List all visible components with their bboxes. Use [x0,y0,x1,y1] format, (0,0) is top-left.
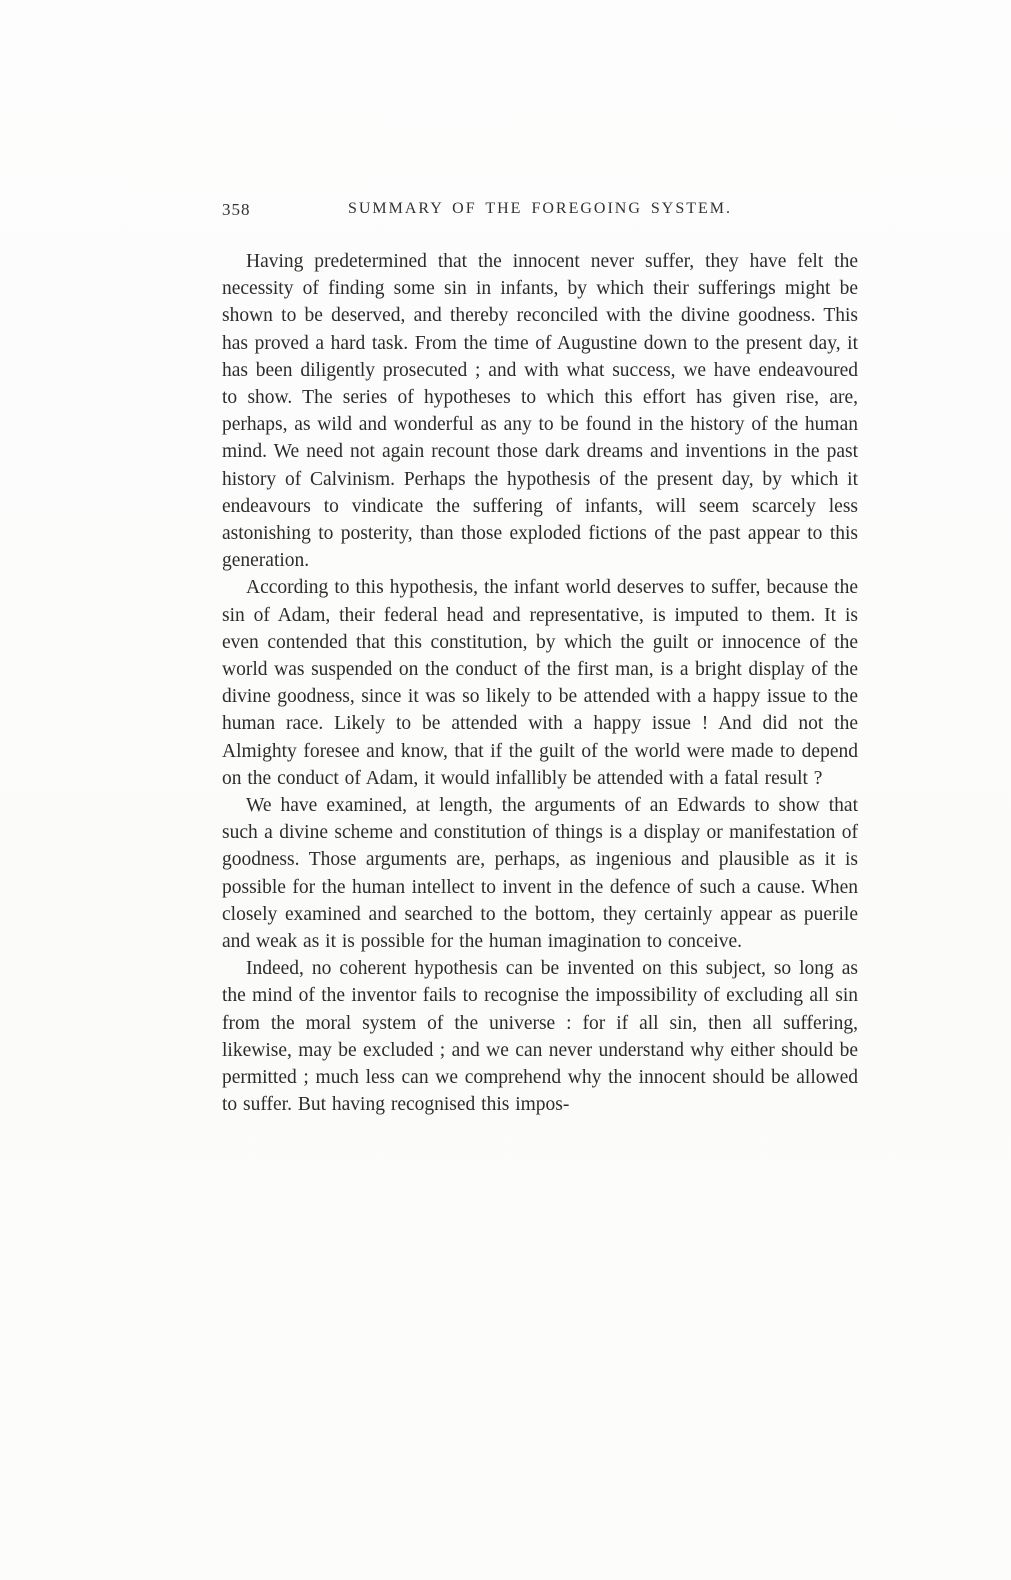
text-block [222,200,858,1119]
running-head [222,200,858,230]
page-number: 358 [222,200,251,219]
paragraph-1: Having predetermined that the innocent never suffer, they have felt the necessity of finding some sin in infants, by which their sufferings might be shown to be deserved, and thereby reconciled with the divine goodness. This has proved a hard task. From the time of Augustine down to the present day, it has been diligently prosecuted ; and with what success, we have endeavoured to show. The series of hypotheses to which this effort has given rise, are, perhaps, as wild and wonderful as any to be found in the history of the human mind. We need not again recount those dark dreams and inventions in the past history of Calvinism. Perhaps the hypothesis of the present day, by which it endeavours to vindicate the suffering of infants, will seem scarcely less astonishing to posterity, than those exploded fictions of the past appear to this generation. [222,251,858,572]
running-head-title: SUMMARY OF THE FOREGOING SYSTEM. [347,200,733,217]
body-text [222,248,858,1119]
paragraph-2: According to this hypothesis, the infant world deserves to suffer, because the sin of Adam, their federal head and representative, is imputed to them. It is even contended that this constitution, by which the guilt or innocence of the world was suspended on the conduct of the first man, is a bright display of the divine goodness, since it was so likely to be attended with a happy issue to the human race. Likely to be attended with a happy issue ! And did not the Almighty foresee and know, that if the guilt of the world were made to depend on the conduct of Adam, it would infallibly be attended with a fatal result ? [222,577,858,789]
paragraph-3: We have examined, at length, the arguments of an Edwards to show that such a divine scheme and constitution of things is a display or manifestation of goodness. Those arguments are, perhaps, as ingenious and plausible as it is possible for the human intellect to invent in the defence of such a cause. When closely examined and searched to the bottom, they certainly appear as puerile and weak as it is possible for the human imagination to conceive. [222,795,858,953]
paragraph-4: Indeed, no coherent hypothesis can be invented on this subject, so long as the mind of the inventor fails to recognise the impossibility of excluding all sin from the moral system of the universe : for if all sin, then all suffering, likewise, may be excluded ; and we can never understand why either should be permitted ; much less can we comprehend why the innocent should be allowed to suffer. But having recognised this impos- [222,958,858,1116]
